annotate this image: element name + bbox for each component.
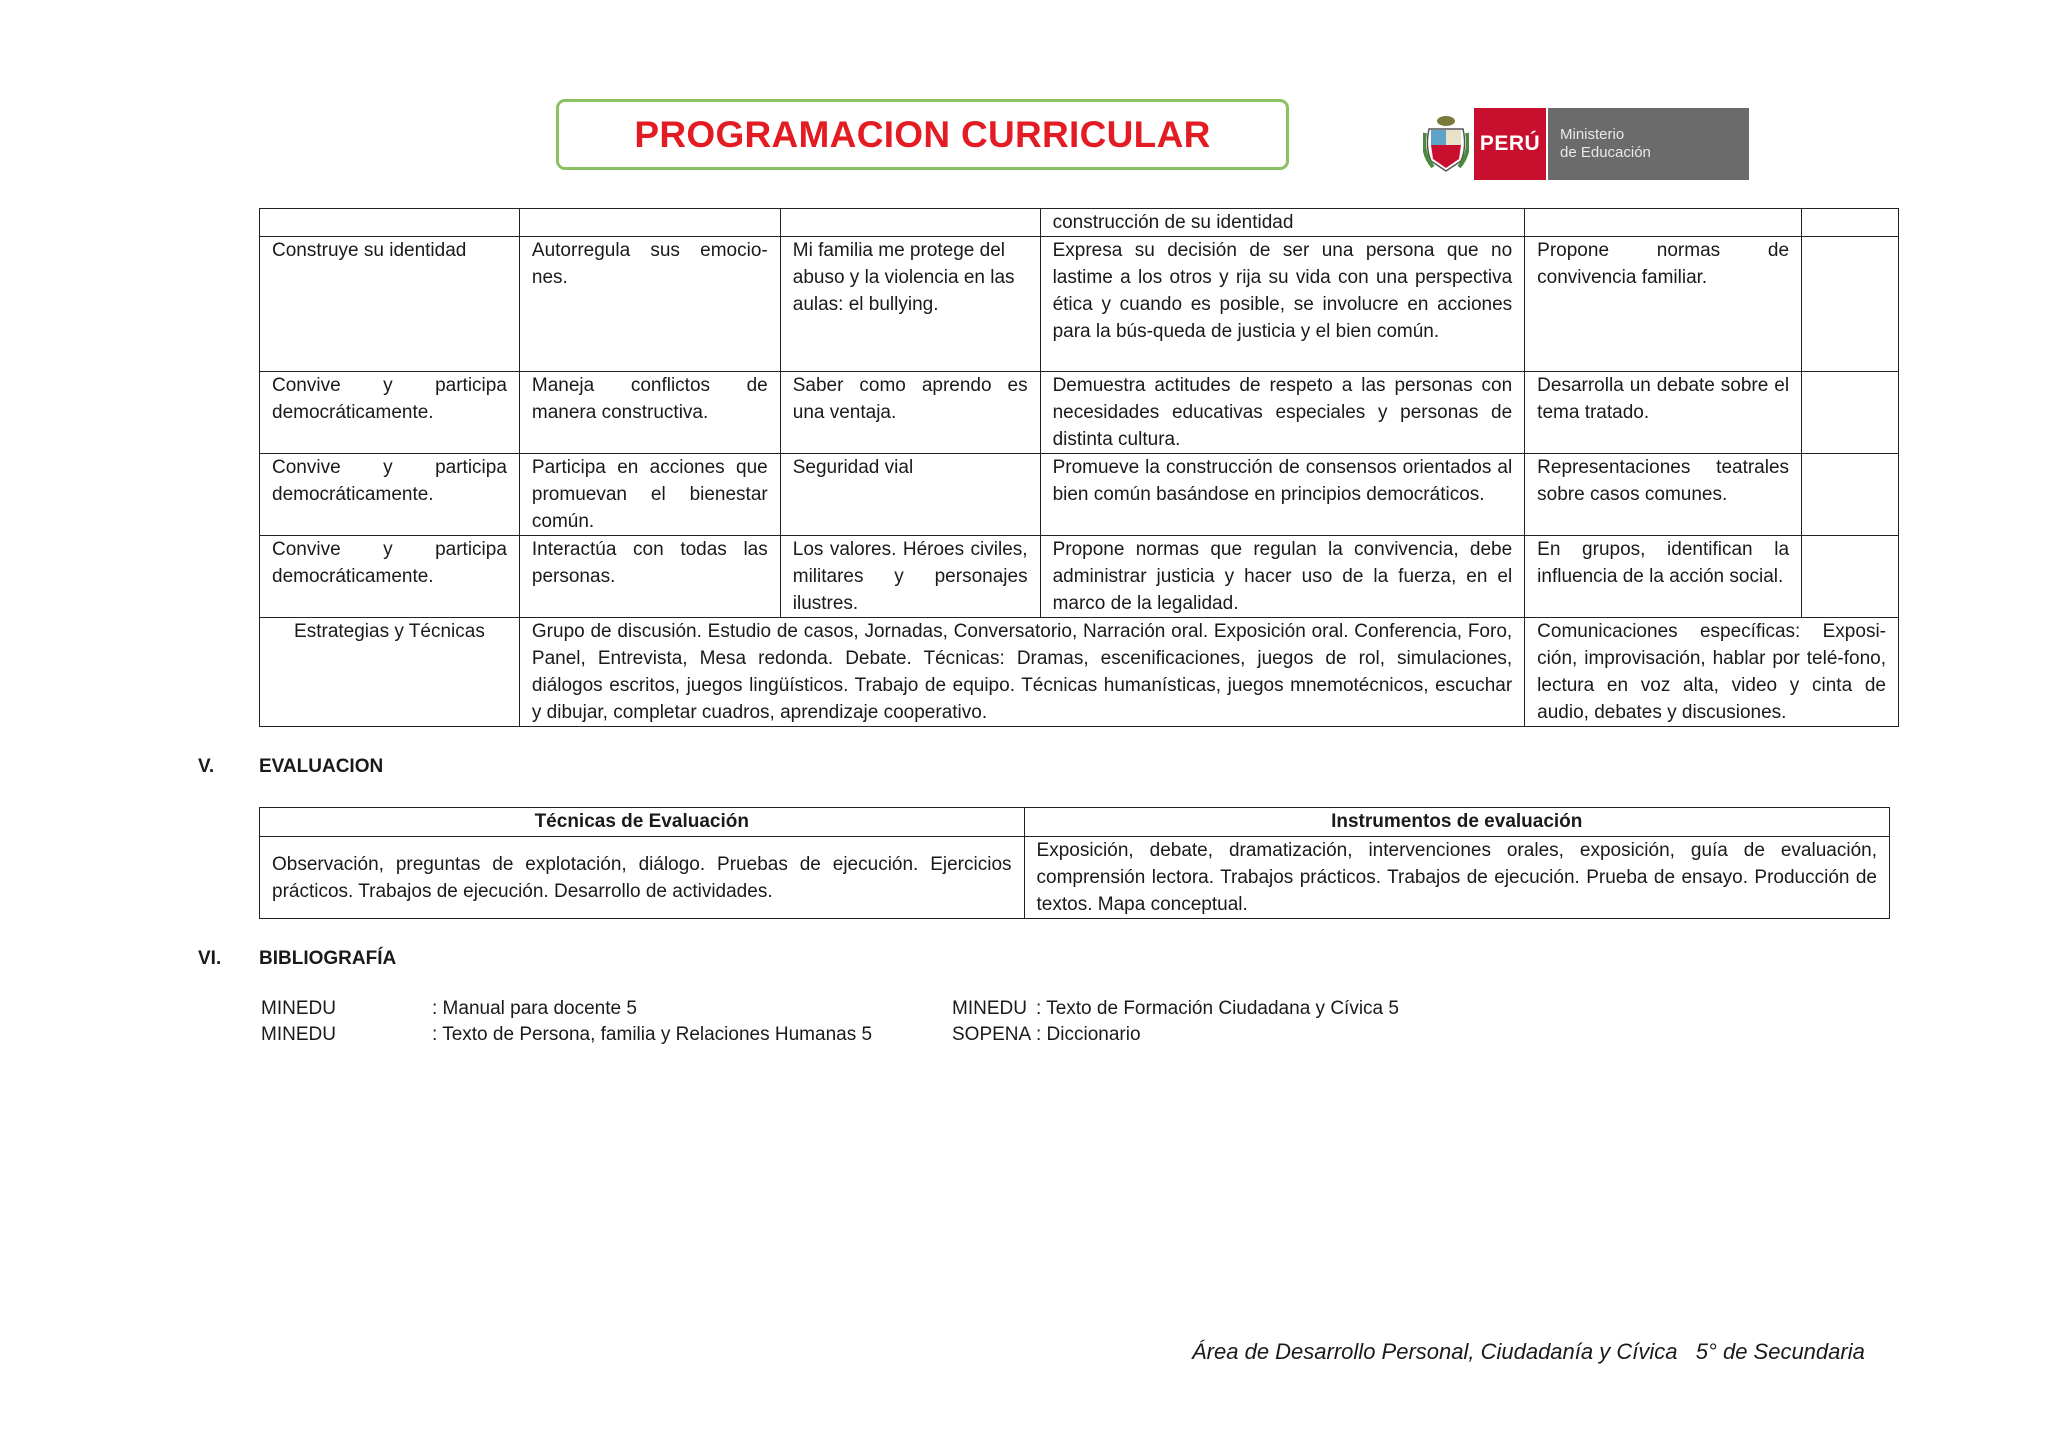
section-number-bibliography: VI.: [198, 948, 222, 969]
column-header: Instrumentos de evaluación: [1024, 808, 1889, 837]
capacity-cell: Autorregula sus emocio-nes.: [519, 237, 780, 372]
competence-cell: Convive y participa democráticamente.: [260, 372, 520, 454]
communications-text: Comunicaciones específicas: Exposi-ción, improvisación, hablar por telé-fono, lectura en voz alta, video y cinta de audio, debates y discusiones.: [1525, 618, 1899, 727]
competence-cell: Construye su identidad: [260, 237, 520, 372]
peru-coat-of-arms-icon: [1418, 108, 1474, 180]
topic-cell: Los valores. Héroes civiles, militares y personajes ilustres.: [780, 536, 1040, 618]
table-row: [260, 536, 1899, 618]
page-title: PROGRAMACION CURRICULAR: [634, 113, 1211, 155]
evaluation-table: [259, 807, 1890, 919]
section-number-evaluation: V.: [198, 756, 215, 777]
section-title-evaluation: EVALUACION: [259, 756, 384, 777]
page-footer: Área de Desarrollo Personal, Ciudadanía y Cívica 5° de Secundaria: [1192, 1339, 1865, 1364]
activity-cell: Desarrolla un debate sobre el tema tratado.: [1525, 372, 1802, 454]
peru-label: PERÚ: [1474, 108, 1546, 180]
topic-cell: Seguridad vial: [780, 454, 1040, 536]
ministry-line-1: Ministerio: [1560, 126, 1625, 143]
strategies-text: Grupo de discusión. Estudio de casos, Jornadas, Conversatorio, Narración oral. Exposición oral. Conferencia, Foro, Panel, Entrevista, Mesa redonda. Debate. Técnicas: Dramas, escenificaciones, juegos de rol, simulaciones, diálogos escritos, juegos lingüísticos. Trabajo de equipo. Técnicas humanísticas, juegos mnemotécnicos, escuchar y dibujar, completar cuadros, aprendizaje cooperativo.: [519, 618, 1524, 727]
indicator-cell: Propone normas que regulan la convivencia, debe administrar justicia y hacer uso de la fuerza, en el marco de la legalidad.: [1040, 536, 1525, 618]
table-row: [260, 209, 1899, 237]
ministry-label: [1546, 108, 1749, 180]
table-cell: [1802, 372, 1899, 454]
column-header: Técnicas de Evaluación: [260, 808, 1025, 837]
table-cell: [1802, 454, 1899, 536]
bib-author: MINEDU: [952, 998, 1027, 1019]
section-title-bibliography: BIBLIOGRAFÍA: [259, 948, 397, 969]
table-row: [260, 237, 1899, 372]
curricular-table: [259, 208, 1899, 727]
indicator-cell: Promueve la construcción de consensos orientados al bien común basándose en principios democráticos.: [1040, 454, 1525, 536]
table-header-row: [260, 808, 1890, 837]
capacity-cell: Interactúa con todas las personas.: [519, 536, 780, 618]
ministry-logo: [1418, 108, 1749, 180]
strategies-label: Estrategias y Técnicas: [260, 618, 520, 727]
techniques-cell: Observación, preguntas de explotación, diálogo. Pruebas de ejecución. Ejercicios prácticos. Trabajos de ejecución. Desarrollo de actividades.: [260, 837, 1025, 919]
table-row: [260, 454, 1899, 536]
instruments-cell: Exposición, debate, dramatización, intervenciones orales, exposición, guía de evaluación, comprensión lectora. Trabajos prácticos. Trabajos de ejecución. Prueba de ensayo. Producción de textos. Mapa conceptual.: [1024, 837, 1889, 919]
table-cell: [519, 209, 780, 237]
table-cell: [1525, 209, 1802, 237]
activity-cell: Representaciones teatrales sobre casos comunes.: [1525, 454, 1802, 536]
table-cell: [1802, 209, 1899, 237]
activity-cell: Propone normas de convivencia familiar.: [1525, 237, 1802, 372]
bib-author: SOPENA: [952, 1024, 1032, 1045]
table-row: [260, 372, 1899, 454]
table-cell: [260, 209, 520, 237]
table-cell: [780, 209, 1040, 237]
table-row: [260, 618, 1899, 727]
topic-cell: Saber como aprendo es una ventaja.: [780, 372, 1040, 454]
ministry-line-2: de Educación: [1560, 144, 1651, 161]
bib-title: : Texto de Formación Ciudadana y Cívica 5: [1036, 998, 1399, 1019]
topic-cell: Mi familia me protege del abuso y la violencia en las aulas: el bullying.: [780, 237, 1040, 372]
capacity-cell: Maneja conflictos de manera constructiva.: [519, 372, 780, 454]
table-cell: [1802, 237, 1899, 372]
competence-cell: Convive y participa democráticamente.: [260, 454, 520, 536]
indicator-cell: Expresa su decisión de ser una persona que no lastime a los otros y rija su vida con una perspectiva ética y cuando es posible, se involucre en acciones para la bús-queda de justicia y el bien común.: [1040, 237, 1525, 372]
bib-title: : Diccionario: [1036, 1024, 1141, 1045]
indicator-cell: Demuestra actitudes de respeto a las personas con necesidades educativas especiales y personas de distinta cultura.: [1040, 372, 1525, 454]
bib-title: : Manual para docente 5: [432, 998, 637, 1019]
bib-author: MINEDU: [261, 998, 336, 1019]
table-cell: [1802, 536, 1899, 618]
activity-cell: En grupos, identifican la influencia de la acción social.: [1525, 536, 1802, 618]
title-box: [556, 99, 1289, 170]
competence-cell: Convive y participa democráticamente.: [260, 536, 520, 618]
table-cell: construcción de su identidad: [1040, 209, 1525, 237]
bib-title: : Texto de Persona, familia y Relaciones Humanas 5: [432, 1024, 873, 1045]
capacity-cell: Participa en acciones que promuevan el bienestar común.: [519, 454, 780, 536]
table-row: [260, 837, 1890, 919]
bib-author: MINEDU: [261, 1024, 336, 1045]
